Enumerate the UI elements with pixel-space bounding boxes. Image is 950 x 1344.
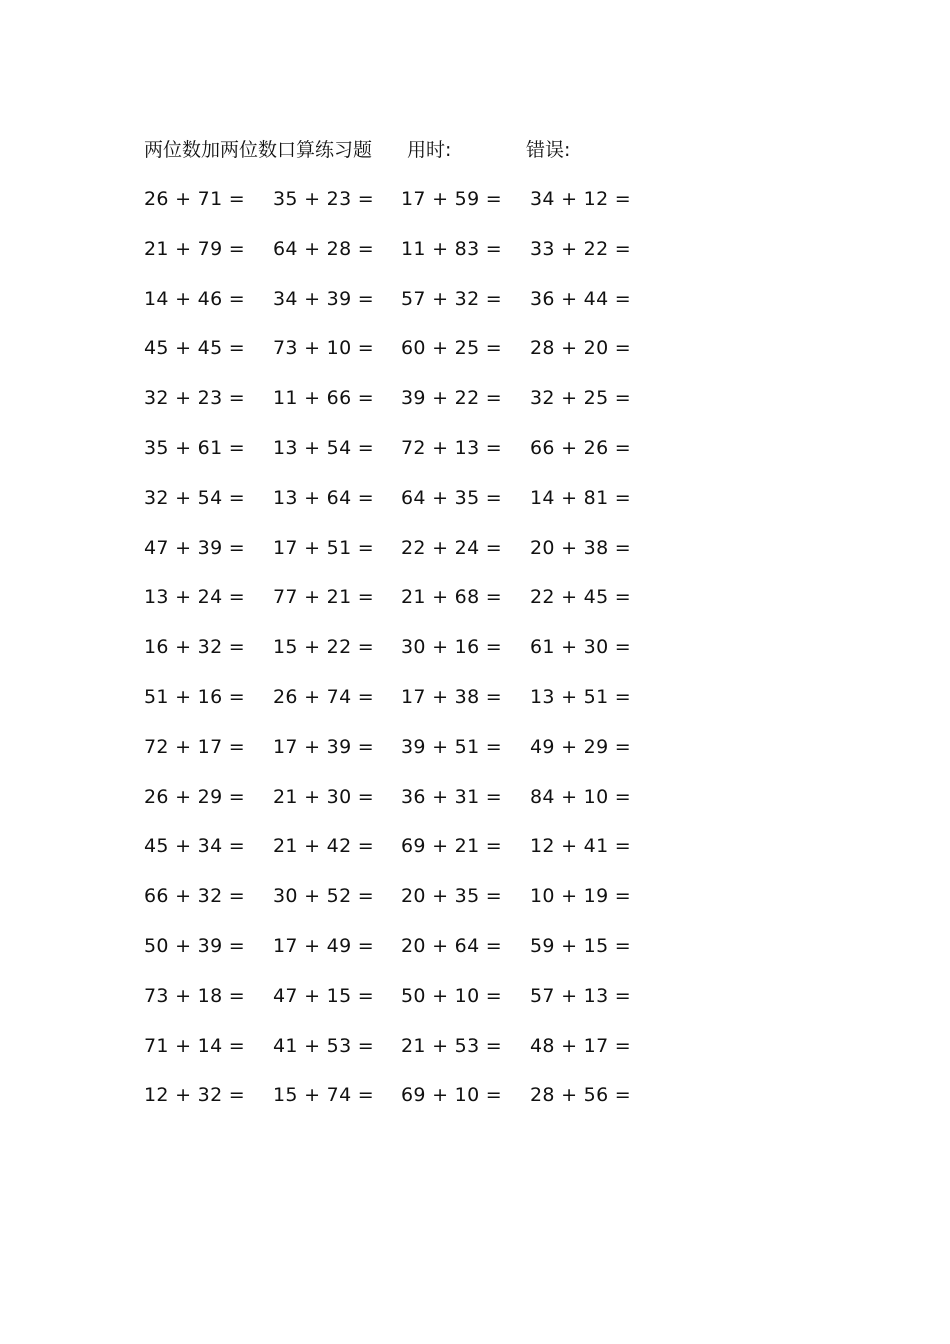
problem-item: 36 + 31 =: [401, 785, 503, 808]
problem-item: 39 + 22 =: [401, 387, 503, 410]
worksheet-title: 两位数加两位数口算练习题: [144, 139, 373, 161]
problem-item: 39 + 51 =: [401, 735, 503, 758]
problem-item: 32 + 25 =: [530, 387, 632, 410]
problem-row: [144, 334, 844, 384]
problem-row: [144, 534, 844, 584]
problem-item: 17 + 51 =: [273, 536, 375, 559]
problem-item: 57 + 13 =: [530, 984, 632, 1007]
problem-item: 30 + 16 =: [401, 636, 503, 659]
problem-row: [144, 783, 844, 833]
problem-item: 36 + 44 =: [530, 287, 632, 310]
problem-item: 69 + 10 =: [401, 1084, 503, 1107]
problem-item: 21 + 79 =: [144, 237, 246, 260]
problem-row: [144, 1032, 844, 1082]
problem-item: 32 + 54 =: [144, 486, 246, 509]
problem-item: 72 + 17 =: [144, 735, 246, 758]
problem-item: 47 + 39 =: [144, 536, 246, 559]
problem-item: 33 + 22 =: [530, 237, 632, 260]
problem-item: 20 + 35 =: [401, 885, 503, 908]
problem-item: 73 + 18 =: [144, 984, 246, 1007]
problem-item: 12 + 32 =: [144, 1084, 246, 1107]
time-used-label: 用时:: [407, 139, 452, 161]
problem-item: 50 + 10 =: [401, 984, 503, 1007]
problem-item: 22 + 24 =: [401, 536, 503, 559]
problem-item: 50 + 39 =: [144, 934, 246, 957]
problem-item: 64 + 28 =: [273, 237, 375, 260]
problem-row: [144, 384, 844, 434]
problem-item: 11 + 83 =: [401, 237, 503, 260]
problem-item: 47 + 15 =: [273, 984, 375, 1007]
problem-row: [144, 683, 844, 733]
problem-item: 66 + 26 =: [530, 436, 632, 459]
problem-item: 13 + 51 =: [530, 685, 632, 708]
problem-item: 77 + 21 =: [273, 586, 375, 609]
problem-item: 51 + 16 =: [144, 685, 246, 708]
problem-item: 71 + 14 =: [144, 1034, 246, 1057]
problem-item: 28 + 20 =: [530, 337, 632, 360]
problem-row: [144, 235, 844, 285]
problem-grid: [144, 185, 844, 1131]
problem-row: [144, 882, 844, 932]
problem-row: [144, 434, 844, 484]
problem-item: 57 + 32 =: [401, 287, 503, 310]
problem-item: 14 + 81 =: [530, 486, 632, 509]
problem-item: 11 + 66 =: [273, 387, 375, 410]
problem-row: [144, 583, 844, 633]
problem-item: 21 + 68 =: [401, 586, 503, 609]
problem-item: 59 + 15 =: [530, 934, 632, 957]
problem-item: 17 + 39 =: [273, 735, 375, 758]
problem-item: 21 + 42 =: [273, 835, 375, 858]
problem-item: 60 + 25 =: [401, 337, 503, 360]
problem-row: [144, 484, 844, 534]
problem-item: 21 + 53 =: [401, 1034, 503, 1057]
problem-item: 34 + 12 =: [530, 188, 632, 210]
problem-item: 32 + 23 =: [144, 387, 246, 410]
problem-item: 17 + 49 =: [273, 934, 375, 957]
problem-item: 61 + 30 =: [530, 636, 632, 659]
problem-item: 10 + 19 =: [530, 885, 632, 908]
problem-item: 20 + 38 =: [530, 536, 632, 559]
problem-item: 73 + 10 =: [273, 337, 375, 360]
problem-item: 15 + 74 =: [273, 1084, 375, 1107]
worksheet-header: [144, 136, 844, 164]
problem-item: 34 + 39 =: [273, 287, 375, 310]
problem-item: 26 + 71 =: [144, 188, 246, 210]
problem-item: 64 + 35 =: [401, 486, 503, 509]
problem-item: 30 + 52 =: [273, 885, 375, 908]
problem-row: [144, 633, 844, 683]
problem-item: 41 + 53 =: [273, 1034, 375, 1057]
problem-item: 49 + 29 =: [530, 735, 632, 758]
problem-item: 21 + 30 =: [273, 785, 375, 808]
problem-row: [144, 832, 844, 882]
problem-item: 35 + 23 =: [273, 188, 375, 210]
problem-item: 69 + 21 =: [401, 835, 503, 858]
problem-item: 12 + 41 =: [530, 835, 632, 858]
problem-item: 20 + 64 =: [401, 934, 503, 957]
problem-row: [144, 733, 844, 783]
problem-item: 26 + 74 =: [273, 685, 375, 708]
problem-item: 15 + 22 =: [273, 636, 375, 659]
problem-item: 22 + 45 =: [530, 586, 632, 609]
problem-item: 48 + 17 =: [530, 1034, 632, 1057]
problem-row: [144, 982, 844, 1032]
problem-item: 16 + 32 =: [144, 636, 246, 659]
problem-item: 14 + 46 =: [144, 287, 246, 310]
problem-row: [144, 932, 844, 982]
problem-item: 35 + 61 =: [144, 436, 246, 459]
problem-row: [144, 285, 844, 335]
problem-item: 17 + 59 =: [401, 188, 503, 210]
problem-item: 13 + 54 =: [273, 436, 375, 459]
problem-item: 28 + 56 =: [530, 1084, 632, 1107]
problem-row: [144, 185, 844, 235]
problem-item: 72 + 13 =: [401, 436, 503, 459]
problem-item: 66 + 32 =: [144, 885, 246, 908]
problem-item: 13 + 24 =: [144, 586, 246, 609]
problem-row: [144, 1081, 844, 1131]
problem-item: 13 + 64 =: [273, 486, 375, 509]
problem-item: 45 + 34 =: [144, 835, 246, 858]
problem-item: 45 + 45 =: [144, 337, 246, 360]
errors-label: 错误:: [526, 139, 571, 161]
problem-item: 26 + 29 =: [144, 785, 246, 808]
problem-item: 84 + 10 =: [530, 785, 632, 808]
problem-item: 17 + 38 =: [401, 685, 503, 708]
